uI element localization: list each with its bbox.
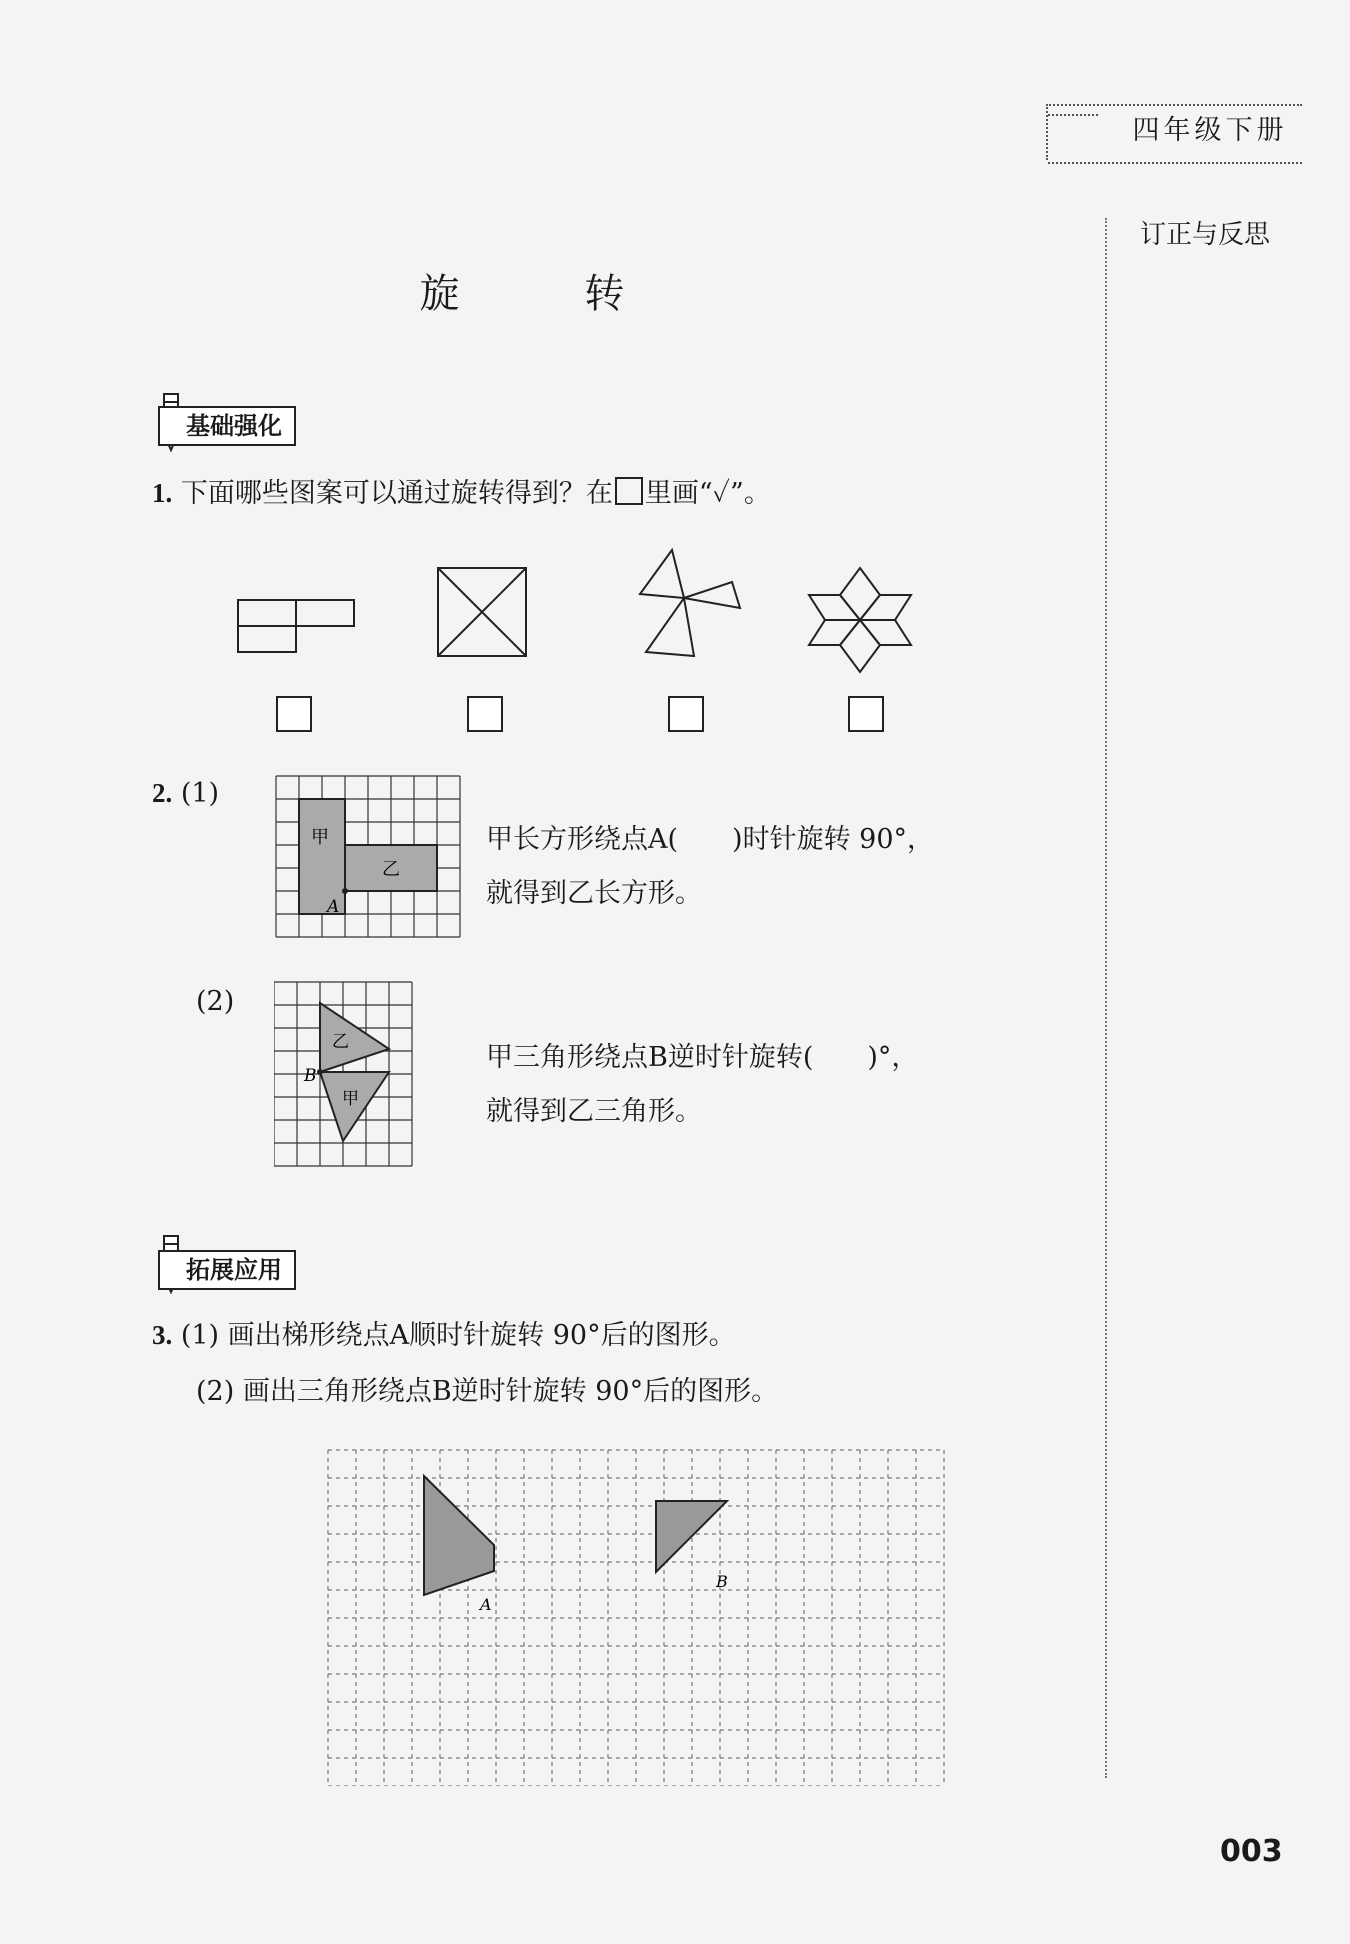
shape-label-jia: 甲 <box>342 1089 359 1109</box>
shape-label-yi: 乙 <box>382 859 400 880</box>
q2-part1-line1: 甲长方形绕点A( )时针旋转 90°， <box>486 824 935 855</box>
question-text: 下面哪些图案可以通过旋转得到？在 <box>180 478 613 509</box>
page-title: 旋 转 <box>419 271 681 317</box>
answer-checkbox-3[interactable] <box>668 696 704 732</box>
point-label-a: A <box>327 897 340 917</box>
point-label-b: B <box>304 1066 317 1086</box>
point-label-b: B <box>716 1572 728 1591</box>
question-number: 3. <box>152 1320 173 1350</box>
q2-part2-line2: 就得到乙三角形。 <box>486 1096 702 1127</box>
figure-star <box>805 565 915 675</box>
q2-part1-line2: 就得到乙长方形。 <box>486 878 702 909</box>
grid-triangles <box>274 980 418 1170</box>
side-title: 订正与反思 <box>1140 220 1271 250</box>
answer-checkbox-2[interactable] <box>467 696 503 732</box>
answer-checkbox-1[interactable] <box>276 696 312 732</box>
question-1 <box>152 472 771 515</box>
question-2 <box>152 772 219 815</box>
question-number: 1. <box>152 478 173 508</box>
section-badge-basic: 基础强化 <box>158 406 296 446</box>
figure-crossed-square <box>432 560 532 660</box>
dotted-grid-drawing-area[interactable] <box>326 1448 948 1786</box>
shape-label-yi: 乙 <box>332 1032 349 1052</box>
question-number: 2. <box>152 778 173 808</box>
page-number: 003 <box>1220 1834 1283 1869</box>
shape-label-jia: 甲 <box>311 827 329 848</box>
grid-rectangles <box>274 774 464 940</box>
figure-pinwheel <box>632 546 742 661</box>
section-badge-extend: 拓展应用 <box>158 1250 296 1290</box>
answer-checkbox-4[interactable] <box>848 696 884 732</box>
q3-line2: (2) 画出三角形绕点B逆时针旋转 90°后的图形。 <box>196 1376 779 1407</box>
question-text-end: 里画“✓”。 <box>644 478 771 509</box>
part-label: (1) <box>180 778 220 809</box>
figure-staircase <box>230 555 370 660</box>
grade-label: 四年级下册 <box>1100 108 1320 147</box>
q3-line1: (1) 画出梯形绕点A顺时针旋转 90°后的图形。 <box>180 1320 736 1351</box>
part-label: (2) <box>196 986 235 1017</box>
question-3 <box>152 1314 736 1357</box>
side-divider <box>1105 218 1107 1778</box>
inline-box-icon <box>615 477 643 505</box>
q2-part2-line1: 甲三角形绕点B逆时针旋转( )°， <box>486 1042 919 1073</box>
point-label-a: A <box>480 1595 492 1614</box>
